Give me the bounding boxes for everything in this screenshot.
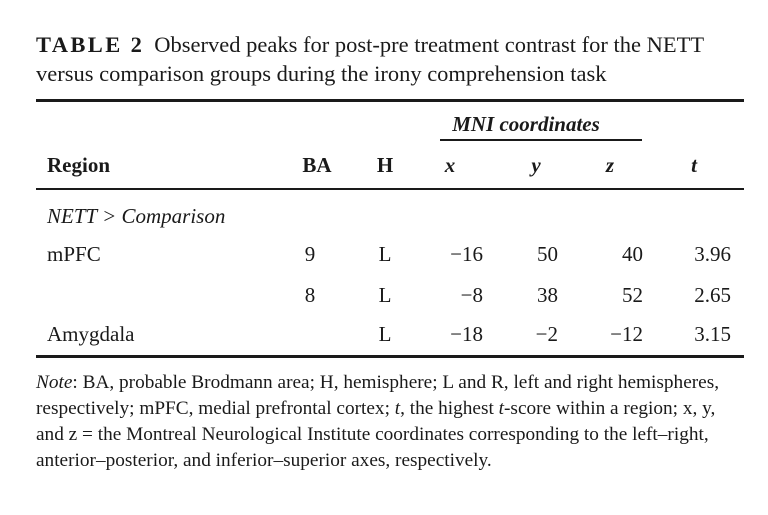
table-row-x: −8 (460, 283, 483, 307)
header-rule (36, 188, 744, 190)
table-row-z: 40 (622, 242, 643, 266)
header-h: H (376, 153, 394, 177)
table-row-t: 3.96 (694, 242, 731, 266)
mni-span-rule (440, 139, 642, 141)
header-mni-coordinates: MNI coordinates (452, 112, 600, 136)
header-z: z (605, 153, 615, 177)
table-caption (36, 30, 736, 88)
header-region: Region (47, 153, 110, 177)
note-text-3: -score within a region; x, y, and z = the Montreal Neurological Institute coordinates corresponding to the left–right, anterior–posterior, and inferior–superior axes, respectively. (36, 398, 716, 471)
section-label: NETT > Comparison (47, 204, 226, 228)
table-row-t: 3.15 (694, 322, 731, 346)
table-label: TABLE 2 (36, 32, 145, 57)
table-row-h: L (378, 322, 392, 346)
table-row-z: 52 (622, 283, 643, 307)
header-t: t (691, 153, 697, 177)
note-text-2: , the highest (400, 398, 499, 419)
table-row-x: −18 (450, 322, 483, 346)
header-ba: BA (302, 153, 332, 177)
table-row-h: L (378, 283, 392, 307)
table-row-z: −12 (610, 322, 643, 346)
note-text-1: : BA, probable Brodmann area; H, hemisphere; L and R, left and right hemispheres, respectively; mPFC, medial prefrontal cortex; (36, 372, 720, 419)
table-row-region: Amygdala (47, 322, 135, 346)
table-row-y: −2 (535, 322, 558, 346)
table-row-h: L (378, 242, 392, 266)
table-row-x: −16 (450, 242, 483, 266)
table-note (36, 370, 736, 474)
bottom-rule (36, 355, 744, 358)
top-rule (36, 99, 744, 102)
table-row-ba: 9 (304, 242, 316, 266)
note-label: Note (36, 372, 73, 393)
table-row-region: mPFC (47, 242, 101, 266)
header-x: x (444, 153, 456, 177)
table-row-t: 2.65 (694, 283, 731, 307)
table-title: Observed peaks for post-pre treatment contrast for the NETT versus comparison groups during the irony comprehension task (36, 32, 704, 86)
note-t-variable-2: t (498, 398, 505, 419)
table-row-y: 38 (537, 283, 558, 307)
header-y: y (531, 153, 541, 177)
note-t-variable: t (394, 398, 401, 419)
table-row-ba: 8 (304, 283, 316, 307)
table-row-y: 50 (537, 242, 558, 266)
